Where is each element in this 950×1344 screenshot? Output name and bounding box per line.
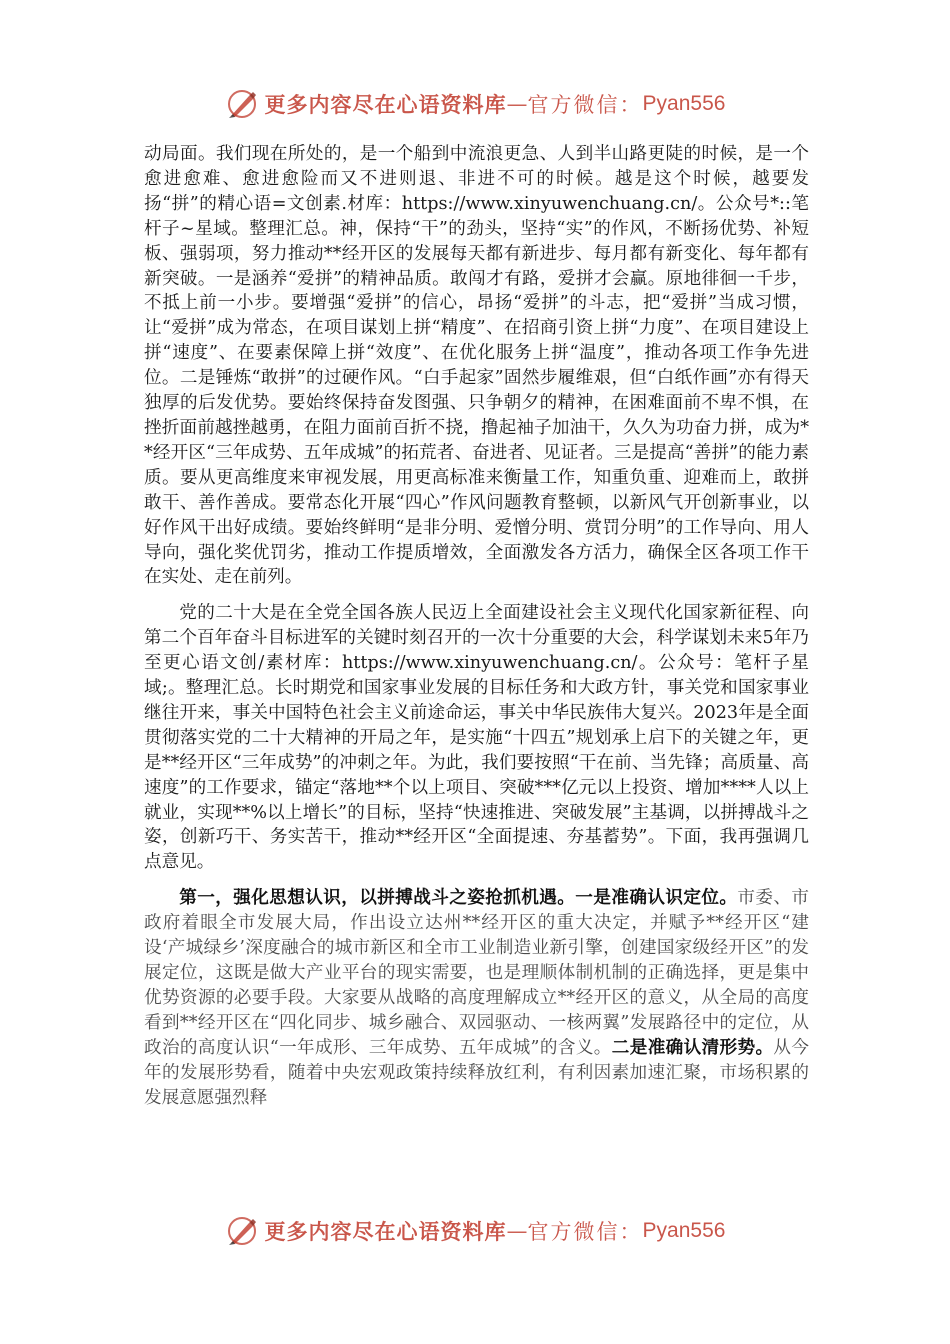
watermark-wechat-id: Pyan556 [642,92,726,115]
paragraph-3-text-a: 市委、市政府着眼全市发展大局，作出设立达州**经开区的重大决定，并赋予**经开区“建设‘产城绿乡’深度融合的城市新区和全市工业制造业新引擎，创建国家级经开区”的发展定位，这既是做大产业平台的现实需要，也是理顺体制机制的正确选择，更是集中优势资源的必要手段。大家要从战略的高度理解成立**经开区的意义，从全局的高度看到**经开区在“四化同步、城乡融合、双园驱动、一核两翼”发展路径中的定位，从政治的高度认识“一年成形、三年成势、五年成城”的含义。 [144,888,809,1058]
watermark-text: 更多内容尽在心语资料库 [264,92,507,117]
watermark-separator: — [506,1219,528,1243]
watermark-separator: — [506,92,528,116]
paragraph-1: 动局面。我们现在所处的，是一个船到中流浪更急、人到半山路更陡的时候，是一个愈进愈难、愈进愈险而又不进则退、非进不可的时候。越是这个时候，越要发扬“拼”的精心语=文创素.材库：https://www.xinyuwenchuang.cn/。公众号*::笔杆子~星域。整理汇总。神，保持“干”的劲头，坚持“实”的作风，不断扬优势、补短板、强弱项，努力推动**经开区的发展每天都有新进步、每月都有新变化、每年都有新突破。一是涵养“爱拼”的精神品质。敢闯才有路，爱拼才会赢。原地徘徊一千步，不抵上前一小步。要增强“爱拼”的信心，昂扬“爱拼”的斗志，把“爱拼”当成习惯，让“爱拼”成为常态，在项目谋划上拼“精度”、在招商引资上拼“力度”、在项目建设上拼“速度”、在要素保障上拼“效度”、在优化服务上拼“温度”，推动各项工作争先进位。二是锤炼“敢拼”的过硬作风。“白手起家”固然步履维艰，但“白纸作画”亦有得天独厚的后发优势。要始终保持奋发图强、只争朝夕的精神，在困难面前不卑不惧，在挫折面前越挫越勇，在阻力面前百折不挠，撸起袖子加油干，久久为功奋力拼，成为**经开区“三年成势、五年成城”的拓荒者、奋进者、见证者。三是提高“善拼”的能力素质。要从更高维度来审视发展，用更高标准来衡量工作，知重负重、迎难而上，敢拼敢干、善作善成。要常态化开展“四心”作风问题教育整顿，以新风气开创新事业，以好作风干出好成绩。要始终鲜明“是非分明、爱憎分明、赏罚分明”的工作导向、用人导向，强化奖优罚劣，推动工作提质增效，全面激发各方活力，确保全区各项工作干在实处、走在前列。 [144,144,809,588]
watermark-wechat-id: Pyan556 [642,1219,726,1242]
paragraph-3-text-b: 从今年的发展形势看，随着中央宏观政策持续释放红利，有利因素加速汇聚，市场积累的发展意愿强烈释 [144,1037,809,1108]
header-watermark-banner [0,84,950,124]
pen-logo-icon [225,87,259,121]
paragraph-2: 党的二十大是在全党全国各族人民迈上全面建设社会主义现代化国家新征程、向第二个百年奋斗目标进军的关键时刻召开的一次十分重要的大会，科学谋划未来5年乃至更心语文创/素材库：https://www.xinyuwenchuang.cn/。公众号：笔杆子星域;。整理汇总。长时期党和国家事业发展的目标任务和大政方针，事关党和国家事业继往开来，事关中国特色社会主义前途命运，事关中华民族伟大复兴。2023年是全面贯彻落实党的二十大精神的开局之年，是实施“十四五”规划承上启下的关键之年，更是**经开区“三年成势”的冲刺之年。为此，我们要按照“干在前、当先锋；高质量、高速度”的工作要求，锚定“落地**个以上项目、突破***亿元以上投资、增加****人以上就业，实现**%以上增长”的目标，坚持“快速推进、突破发展”主基调，以拼搏战斗之姿，创新巧干、务实苦干，推动**经开区“全面提速、夯基蓄势”。下面，我再强调几点意见。 [144,603,809,873]
document-body [144,142,809,1121]
watermark-wechat-label: 官方微信： [527,1220,643,1244]
paragraph-3 [144,886,809,1110]
watermark-text: 更多内容尽在心语资料库 [264,1219,507,1244]
watermark-wechat-label: 官方微信： [527,93,643,117]
section-heading-first: 第一，强化思想认识，以拼搏战斗之姿抢抓机遇。一是准确认识定位。 [179,887,738,909]
subheading-situation: 二是准确认清形势。 [611,1036,774,1058]
footer-watermark-banner [0,1211,950,1251]
pen-logo-icon [225,1214,259,1248]
